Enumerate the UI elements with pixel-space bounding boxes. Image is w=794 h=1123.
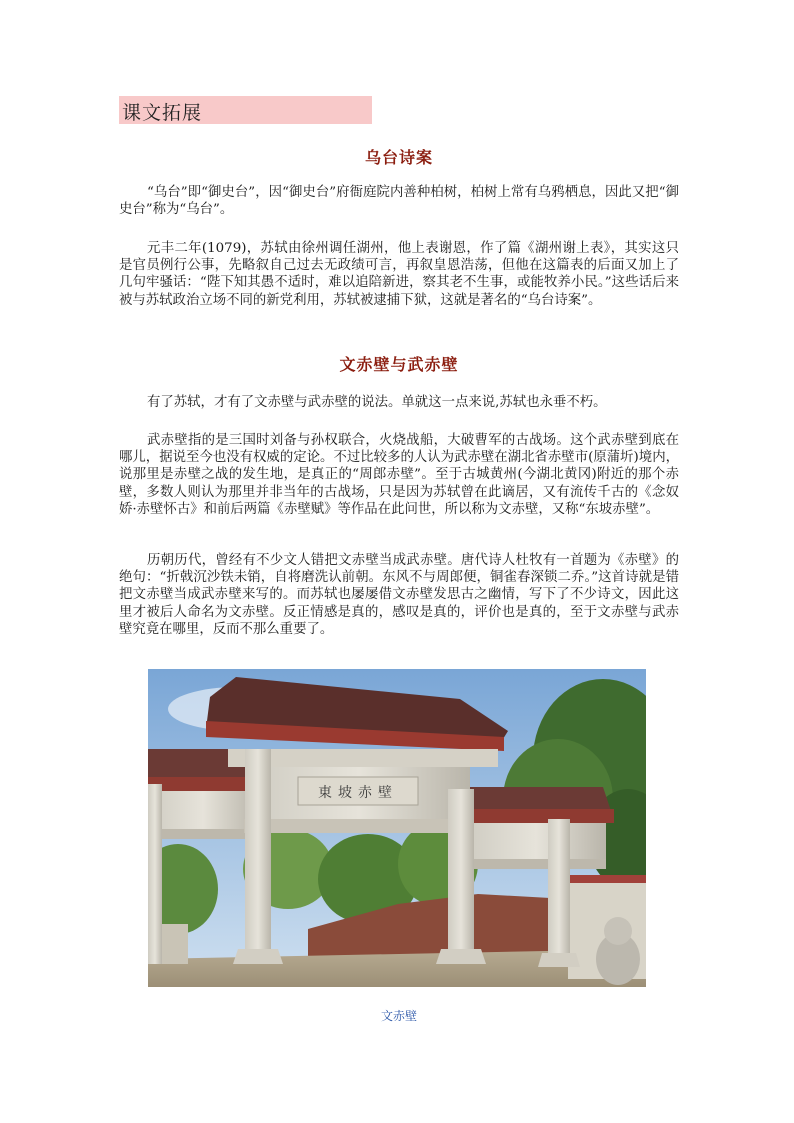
paragraph: “乌台”即“御史台”，因“御史台”府衙庭院内善种柏树，柏树上常有乌鸦栖息，因此又把“御史台”称为“乌台”。 (119, 185, 679, 218)
section-banner (119, 96, 372, 124)
section-banner-label: 课文拓展 (122, 102, 203, 124)
paragraph: 有了苏轼，才有了文赤壁与武赤壁的说法。单就这一点来说,苏轼也永垂不朽。 (147, 395, 607, 410)
section-title-chibi: 文赤壁与武赤壁 (339, 355, 459, 374)
section-title-wutai: 乌台诗案 (364, 148, 433, 167)
paragraph: 元丰二年(1079)，苏轼由徐州调任湖州，他上表谢恩，作了篇《湖州谢上表》，其实这只是官员例行公事，先略叙自己过去无政绩可言，再叙皇恩浩荡，但他在这篇表的后面又加上了几句牢骚话：“陛下知其愚不适时，难以追陪新进，察其老不生事，或能牧养小民。”这些话后来被与苏轼政治立场不同的新党利用，苏轼被逮捕下狱，这就是著名的“乌台诗案”。 (119, 241, 679, 308)
archway-photo (148, 669, 646, 987)
paragraph: 历朝历代，曾经有不少文人错把文赤壁当成武赤壁。唐代诗人杜牧有一首题为《赤壁》的绝句：“折戟沉沙铁未销，自将磨洗认前朝。东风不与周郎便，铜雀春深锁二乔。”这首诗就是错把文赤壁当成武赤壁来写的。而苏轼也屡屡借文赤壁发思古之幽情，写下了不少诗文，因此这里才被后人命名为文赤壁。反正情感是真的，感叹是真的，评价也是真的，至于文赤壁与武赤壁究竟在哪里，反而不那么重要了。 (119, 553, 679, 637)
photo-caption: 文赤壁 (380, 1009, 417, 1023)
archway-plaque-text: 東坡赤壁 (318, 785, 398, 801)
paragraph: 武赤壁指的是三国时刘备与孙权联合，火烧战船，大破曹军的古战场。这个武赤壁到底在哪儿，据说至今也没有权威的定论。不过比较多的人认为武赤壁在湖北省赤壁市(原蒲圻)境内，说那里是赤壁之战的发生地，是真正的“周郎赤壁”。至于古城黄州(今湖北黄冈)附近的那个赤壁，多数人则认为那里并非当年的古战场，只是因为苏轼曾在此谪居，又有流传千古的《念奴娇·赤壁怀古》和前后两篇《赤壁赋》等作品在此问世，所以称为文赤壁，又称“东坡赤壁”。 (119, 433, 679, 517)
